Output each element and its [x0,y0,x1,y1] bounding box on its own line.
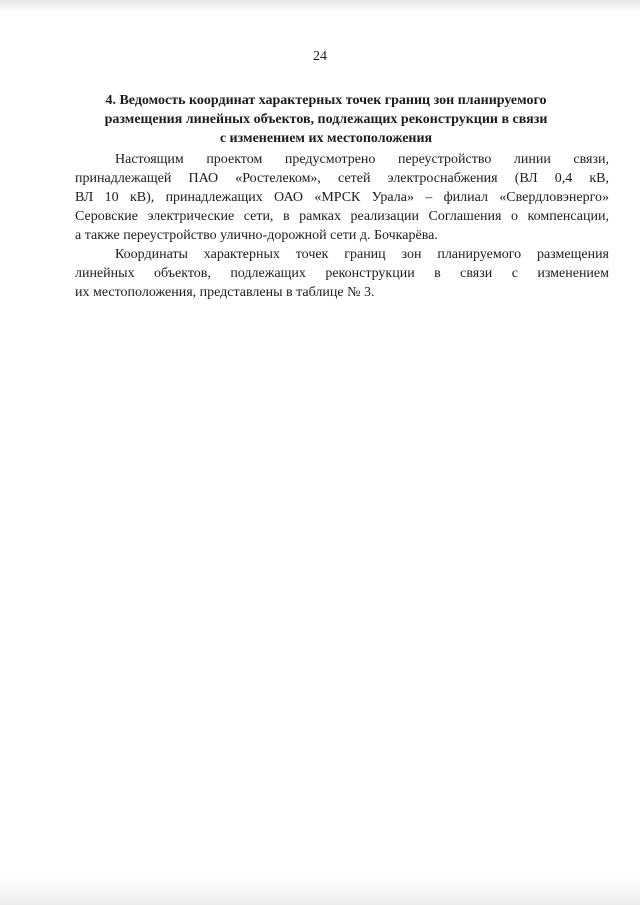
scan-edge-bottom [0,877,640,905]
page-number: 24 [313,49,327,64]
paragraph-line: линейных объектов, подлежащих реконструкции в связи с изменением [75,266,609,281]
paragraph-line: Координаты характерных точек границ зон планируемого размещения [115,247,609,262]
scan-edge-top [0,0,640,12]
section-heading [90,91,562,148]
paragraph-line: Серовские электрические сети, в рамках реализации Соглашения о компенсации, [75,209,609,224]
paragraph-line: Настоящим проектом предусмотрено переустройство линии связи, [115,152,609,167]
paragraph-reconstruction-scope [75,150,609,245]
paragraph-line: а также переустройство улично-дорожной сети д. Бочкарёва. [75,228,438,243]
body-text [75,150,609,302]
heading-line: размещения линейных объектов, подлежащих реконструкции в связи [104,112,548,127]
paragraph-line: принадлежащей ПАО «Ростелеком», сетей электроснабжения (ВЛ 0,4 кВ, [75,171,609,186]
paragraph-coordinates-reference [75,245,609,302]
heading-line: 4. Ведомость координат характерных точек границ зон планируемого [105,93,547,108]
paragraph-line: их местоположения, представлены в таблице № 3. [75,285,375,300]
paragraph-line: ВЛ 10 кВ), принадлежащих ОАО «МРСК Урала» – филиал «Свердловэнерго» [75,190,609,205]
heading-line: с изменением их местоположения [219,131,433,146]
